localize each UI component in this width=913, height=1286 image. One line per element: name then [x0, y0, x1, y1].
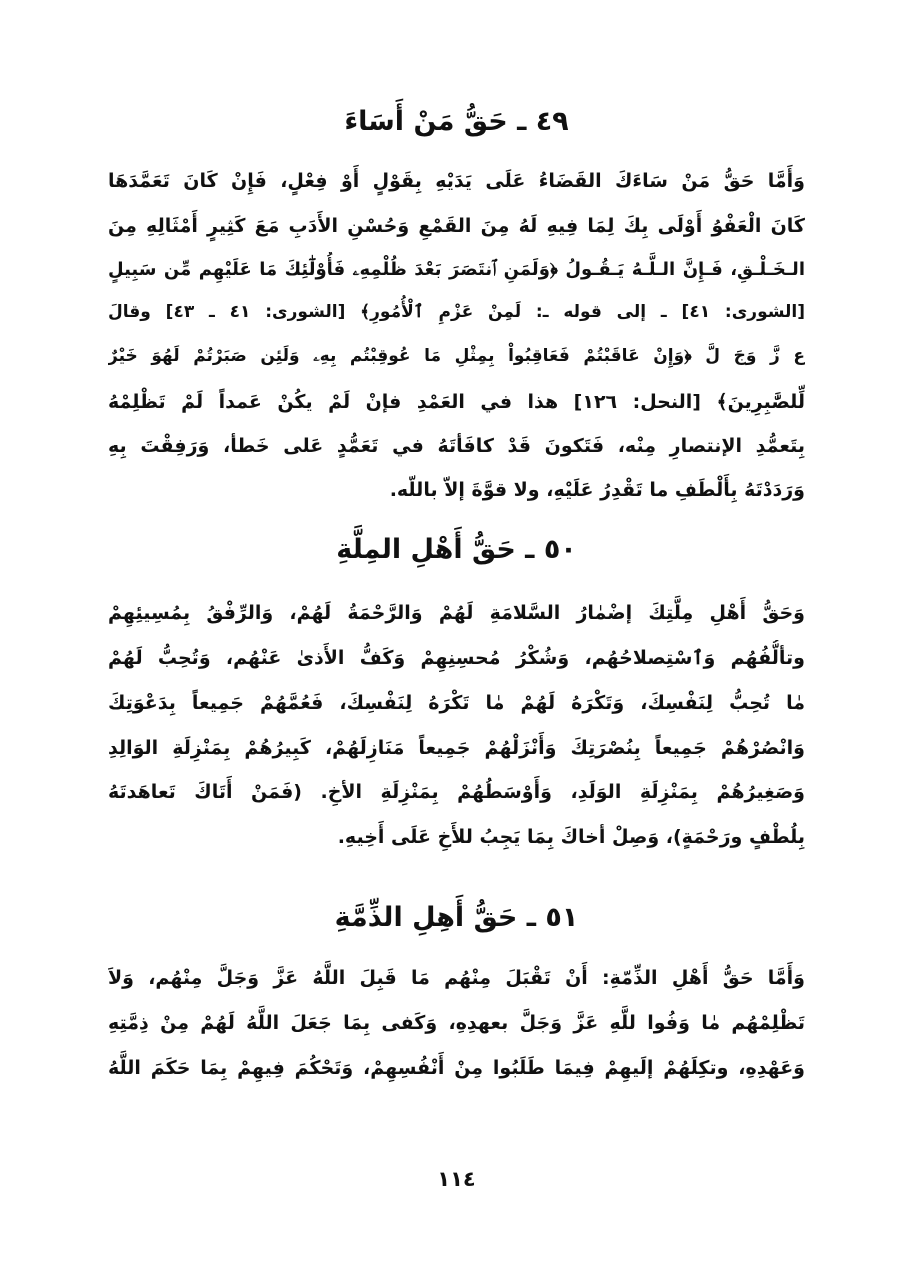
- section-heading-51: ٥١ ـ حَقُّ أَهِلِ الذِّمَّةِ: [334, 902, 579, 933]
- text-line: وَأَمَّا حَقُّ أَهْلِ الذِّمّةِ: أَنْ تَقْبَلَ مِنْهُم مَا قَبِلَ اللَّهُ عَزَّ وَجَلَّ مِنْهُم، وَلاَ: [108, 967, 805, 989]
- page-number: ١١٤: [437, 1167, 476, 1191]
- text-line: [الشورى: ٤١] ـ إلى قوله ـ: لَمِنْ عَزْمِ ٱلْأُمُورِ﴾ [الشورى: ٤١ ـ ٤٣] وقالَ: [108, 302, 805, 322]
- text-line: ع زَّ وَجَ لَّ ﴿وَإِنْ عَاقَبْتُمْ فَعَاقِبُواْ بِمِثْلِ مَا عُوقِبْتُم بِهِۦ وَلَئِن صَبَرْتُمْ لَهُوَ خَيْرٌ: [108, 346, 805, 366]
- text-line: وَرَدَدْتَهُ بِأَلْطَفِ ما تَقْدِرُ عَلَيْهِ، ولا قوَّةَ إلاّ باللّه.: [389, 479, 805, 501]
- section-heading-49: ٤٩ ـ حَقُّ مَنْ أَسَاءَ: [344, 106, 569, 137]
- text-line: بِتَعمُّدِ الإنتصارِ مِنْه، فَتَكونَ قَدْ كافَأتَهُ في تَعَمُّدٍ عَلى خَطأ، وَرَفِقْتَ بِهِ: [108, 435, 805, 457]
- text-line: الـخَـلْـقِ، فَـإِنَّ الـلَّـهُ يَـقُـولُ ﴿وَلَمَنِ ٱنتَصَرَ بَعْدَ ظُلْمِهِۦ فَأُوْلَٰٓئِكَ مَا عَلَيْهِم مِّن سَبِيلٍ: [108, 259, 805, 280]
- text-line: وَحَقُّ أَهْلِ مِلَّتِكَ إضْمٰارُ السَّلامَةِ لَهُمْ وَالرَّحْمَةُ لَهُمْ، وَالرِّفْقُ بِمُسِيئِهِمْ: [108, 602, 805, 624]
- text-line: مٰا تُحِبُّ لِنَفْسِكَ، وَتَكْرَهُ لَهُمْ مٰا تَكْرَهُ لِنَفْسِكَ، فَعُمَّهُمْ جَمِيعاً بِدَعْوَتِكَ: [108, 692, 805, 714]
- text-line: لِّلصَّٰبِرِينَ﴾ [النحل: ١٢٦] هذا في العَمْدِ فإنْ لَمْ يكُنْ عَمداً لَمْ تَظْلِمْهُ: [108, 391, 805, 413]
- text-line: وَصَغِيرُهُمْ بِمَنْزِلَةِ الوَلَدِ، وَأَوْسَطُهُمْ بِمَنْزِلَةِ الأخِ. (فَمَنْ أَتَاكَ تَعاهَدتَهُ: [108, 781, 805, 803]
- text-line: وَانْصُرْهُمْ جَمِيعاً بِنُصْرَتِكَ وَأَنْزَلْهُمْ جَمِيعاً مَنَازِلَهُمْ، كَبِيرُهُمْ بِمَنْزِلَةِ الوَالِدِ: [108, 737, 805, 759]
- text-line: تَظْلِمْهُم مٰا وَفُوا للَّهِ عَزَّ وَجَلَّ بعهدِهِ، وَكَفى بِمَا جَعَلَ اللَّهُ لَهُمْ مِنْ ذِمَّتِهِ: [108, 1012, 805, 1034]
- text-line: وتألُّفُهُم وَٱسْتِصلاحُهُم، وَشُكْرُ مُحسِنِهِمْ وَكَفُّ الأَذىٰ عَنْهُم، وَتُحِبُّ لَهُمْ: [108, 647, 805, 669]
- text-line: وَأَمَّا حَقُّ مَنْ سَاءَكَ القَضَاءُ عَلَى يَدَيْهِ بِقَوْلٍ أَوْ فِعْلٍ، فَإِنْ كَانَ تَعَمَّدَهَا: [108, 170, 805, 192]
- text-line: بِلُطْفٍ ورَحْمَةٍ)، وَصِلْ أخاكَ بِمَا يَجِبُ للأَخِ عَلَى أَخِيهِ.: [337, 826, 805, 848]
- text-line: كَانَ الْعَفْوُ أَوْلَى بِكَ لِمَا فِيهِ لَهُ مِنَ القَمْعِ وَحُسْنِ الأَدَبِ مَعَ كَثِيرٍ أَمْثَالِهِ مِنَ: [108, 215, 805, 237]
- text-line: وَعَهْدِهِ، وتكِلَهُمْ إلَيهِمْ فِيمَا طَلَبُوا مِنْ أَنْفُسِهِمْ، وَتَحْكُمَ فِيهِمْ بِمَا حَكَمَ اللَّهُ: [108, 1057, 805, 1079]
- section-heading-50: ٥٠ ـ حَقُّ أَهْلِ المِلَّةِ: [336, 534, 577, 565]
